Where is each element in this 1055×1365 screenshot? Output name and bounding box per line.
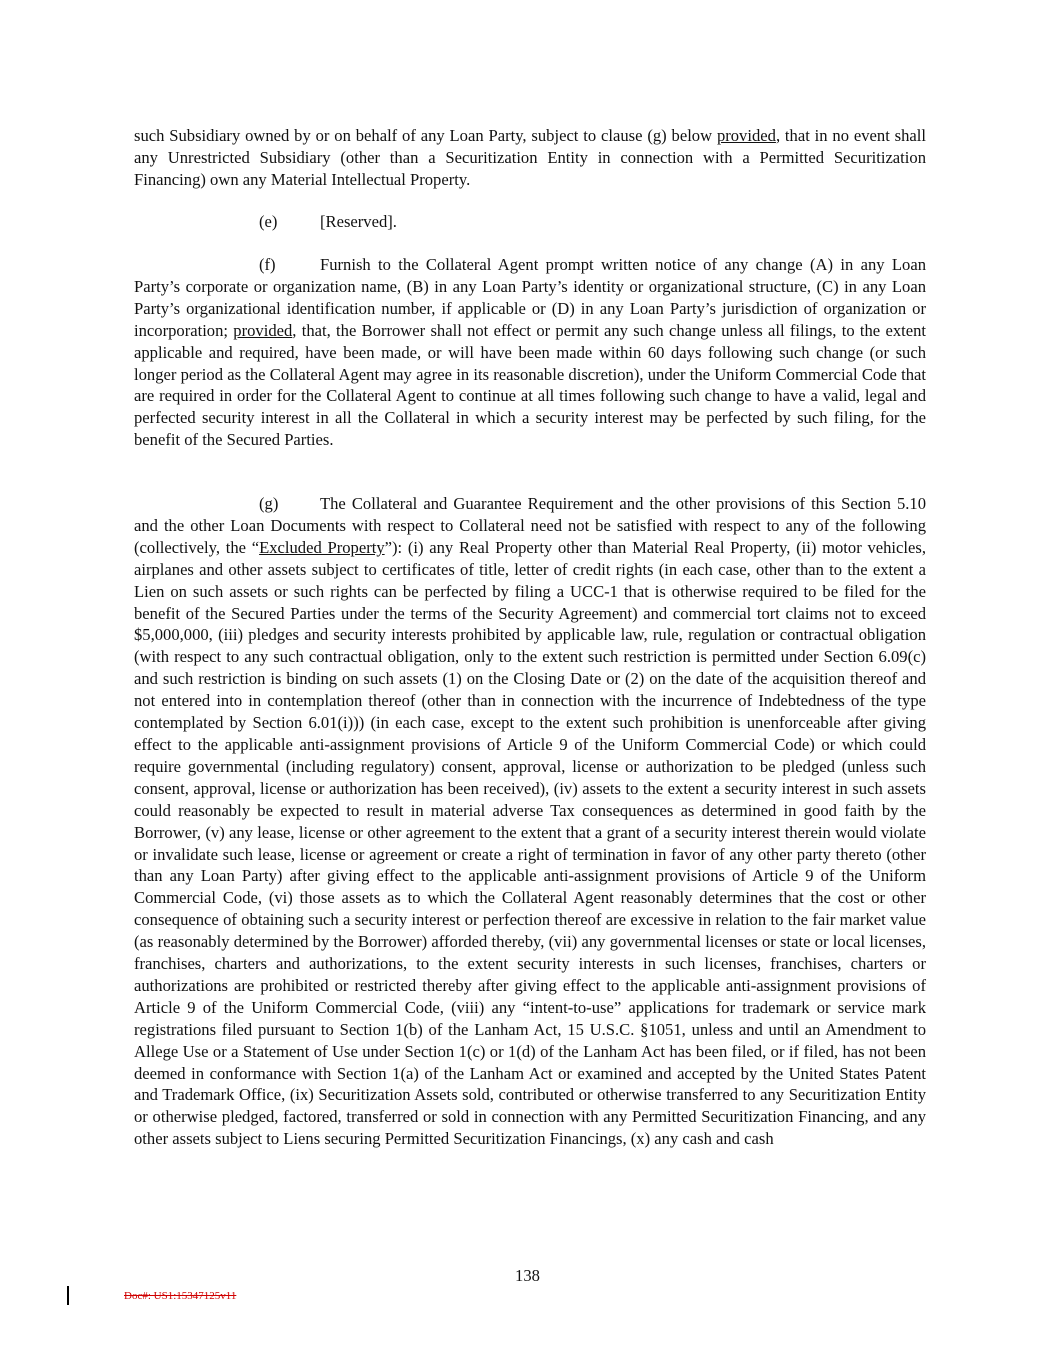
- clause-label-g: (g): [259, 494, 279, 513]
- paragraph-text: , that, the Borrower shall not effect or permit any such change unless all filings, to the extent applicable and required, have been made, or will have been made within 60 days following such change (or such longer period as the Collateral Agent may agree in its reasonable discretion), under the Uniform Commercial Code that are required in order for the Collateral Agent to continue at all times following such change to have a valid, legal and perfected security interest in all the Collateral in which a security interest may be perfected by such filing, for the benefit of the Secured Parties.: [134, 320, 926, 450]
- clause-label-e: (e): [259, 212, 278, 231]
- paragraph-text: such Subsidiary owned by or on behalf of any Loan Party, subject to clause (g) below: [134, 126, 717, 145]
- defined-term-excluded-property: Excluded Property: [259, 537, 385, 557]
- defined-term-provided: provided: [716, 126, 776, 145]
- paragraph-text: [Reserved].: [320, 212, 397, 231]
- revision-change-bar: [67, 1286, 69, 1305]
- defined-term-provided: provided: [233, 320, 293, 340]
- paragraph-text: ”): (i) any Real Property other than Material Real Property, (ii) motor vehicles, airplanes and other assets subject to certificates of title, letter of credit rights (in each case, other than to the extent a Lien on such assets or such rights can be perfected by filing a UCC-1 that is otherwise required to be filed for the benefit of the Secured Parties under the terms of the Security Agreement) and commercial tort claims not to exceed $5,000,000, (iii) pledges and security interests prohibited by applicable law, rule, regulation or contractual obligation (with respect to any such contractual obligation, only to the extent such restriction is permitted under Section 6.09(c) and such restriction is binding on such assets (1) on the Closing Date or (2) on the date of the acquisition thereof and not entered into in contemplation thereof (other than in connection with the incurrence of Indebtedness of the type contemplated by Section 6.01(i))) (in each case, except to the extent such prohibition is unenforceable after giving effect to the applicable anti-assignment provisions of Article 9 of the Uniform Commercial Code) or which could require governmental (including regulatory) consent, approval, license or authorization to be pledged (unless such consent, approval, license or authorization has been received), (iv) assets to the extent a security interest in such assets could reasonably be expected to result in material adverse Tax consequences as determined in good faith by the Borrower, (v) any lease, license or other agreement to the extent that a grant of a security interest therein would violate or invalidate such lease, license or agreement or create a right of termination in favor of any other party thereto (other than any Loan Party) after giving effect to the applicable anti-assignment provisions of Article 9 of the Uniform Commercial Code, (vi) those assets as to which the Collateral Agent reasonably determines that the cost or other consequence of obtaining such a security interest or perfection thereof are excessive in relation to the fair market value (as reasonably determined by the Borrower) afforded thereby, (vii) any governmental licenses or state or local licenses, franchises, charters and authorizations, to the extent security interests in such licenses, franchises, charters or authorizations are prohibited or restricted thereby after giving effect to the applicable anti-assignment provisions of Article 9 of the Uniform Commercial Code, (viii) any “intent-to-use” applications for trademark or service mark registrations filed pursuant to Section 1(b) of the Lanham Act, 15 U.S.C. §1051, unless and until an Amendment to Allege Use or a Statement of Use under Section 1(c) or 1(d) of the Lanham Act has been filed, or if filed, has not been deemed in conformance with Section 1(a) of the Lanham Act or examined and accepted by the United States Patent and Trademark Office, (ix) Securitization Assets sold, contributed or otherwise transferred to any Securitization Entity or otherwise pledged, factored, transferred or sold in connection with any Permitted Securitization Financing, and any other assets subject to Liens securing Permitted Securitization Financings, (x) any cash and cash: [134, 537, 926, 1149]
- clause-label-f: (f): [259, 255, 276, 274]
- paragraph-e: [134, 211, 926, 233]
- paragraph-text: The Collateral and Guarantee Requirement and the other provisions of this Section 5.10 and the other Loan Documents with respect to Collateral need not be satisfied with respect to any of the following (collectively, the “: [134, 494, 926, 557]
- paragraph-d-continuation: [134, 125, 926, 191]
- paragraph-text: Furnish to the Collateral Agent prompt written notice of any change (A) in any Loan Party’s corporate or organization name, (B) in any Loan Party’s identity or organizational structure, (C) in any Loan Party’s organizational identification number, if applicable or (D) in any Loan Party’s jurisdiction of organization or incorporation;: [134, 255, 926, 340]
- page-number: 138: [515, 1266, 540, 1285]
- paragraph-text: , that in no event shall any Unrestricted Subsidiary (other than a Securitization Entity in connection with a Permitted Securitization Financing) own any Material Intellectual Property.: [134, 126, 926, 189]
- paragraph-f: [134, 254, 926, 451]
- paragraph-g: [134, 493, 926, 1150]
- document-id-stamp: Doc#: US1:15347125v11: [124, 1290, 237, 1302]
